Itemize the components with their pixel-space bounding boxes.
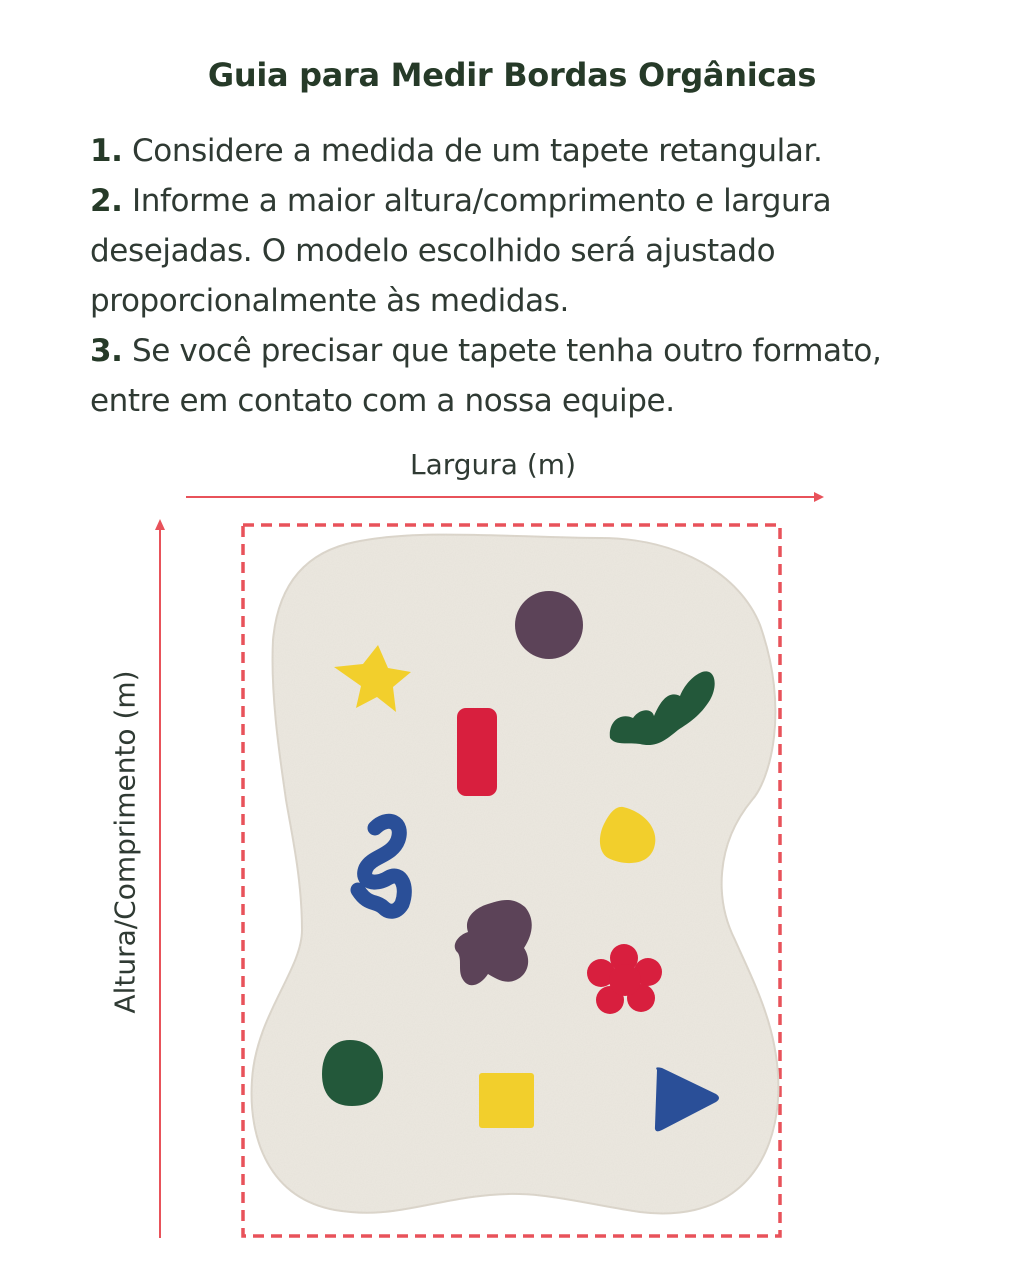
step-number: 2. — [90, 183, 123, 219]
page-title: Guia para Medir Bordas Orgânicas — [207, 56, 817, 94]
red-rectangle-shape — [457, 708, 497, 796]
width-arrow — [186, 492, 824, 502]
rug-illustration — [252, 535, 779, 1214]
step-text: Se você precisar que tapete tenha outro formato, entre em contato com a nossa equipe. — [90, 333, 882, 419]
step-number: 3. — [90, 333, 123, 369]
step-number: 1. — [90, 133, 123, 169]
purple-circle-shape — [515, 591, 583, 659]
height-arrow — [155, 519, 165, 1238]
height-label: Altura/Comprimento (m) — [108, 670, 142, 1014]
width-label: Largura (m) — [410, 448, 576, 481]
step-text: Considere a medida de um tapete retangular. — [132, 133, 823, 169]
step-text: Informe a maior altura/comprimento e largura desejadas. O modelo escolhido será ajustado proporcionalmente às medidas. — [90, 183, 832, 319]
yellow-square-shape — [479, 1073, 534, 1128]
